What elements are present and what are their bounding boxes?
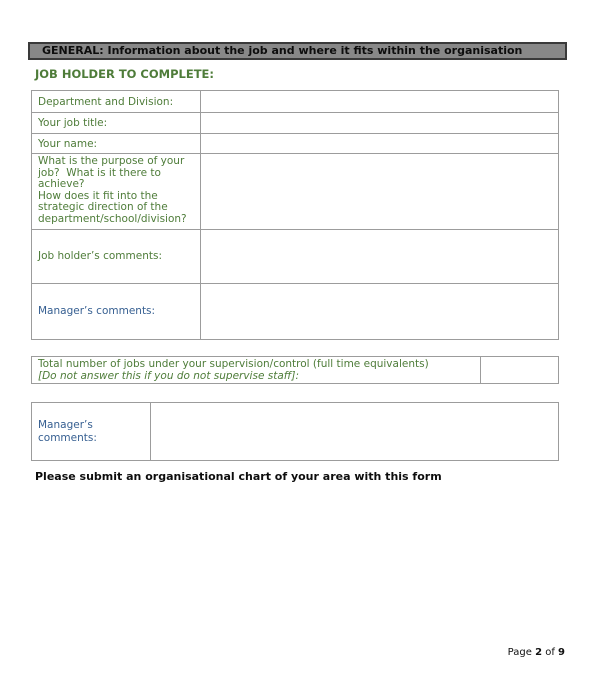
- job-title-input-cell[interactable]: [201, 113, 559, 134]
- page-number: [508, 647, 565, 658]
- submit-org-chart-note: Please submit an organisational chart of your area with this form: [35, 470, 442, 483]
- department-division-input-cell[interactable]: [201, 91, 559, 113]
- table-row: [32, 403, 559, 461]
- supervision-count-table: [31, 356, 559, 384]
- supervision-count-line1: Total number of jobs under your supervision/control (full time equivalents): [38, 358, 429, 370]
- supervision-count-input-cell[interactable]: [481, 357, 559, 384]
- page-number-prefix: Page: [507, 647, 536, 658]
- job-title-label: Your job title:: [32, 113, 201, 134]
- page-number-separator: of: [542, 647, 559, 658]
- job-holder-comments-label: Job holder’s comments:: [32, 229, 201, 283]
- table-row: [32, 154, 559, 230]
- department-division-label: Department and Division:: [32, 91, 201, 113]
- table-row: [32, 229, 559, 283]
- job-holder-table: [31, 90, 559, 340]
- job-purpose-line1: What is the purpose of your job? What is it there to achieve?: [38, 155, 188, 191]
- table-row: [32, 357, 559, 384]
- manager-comments-table: [31, 402, 559, 461]
- your-name-label: Your name:: [32, 134, 201, 154]
- section-heading: JOB HOLDER TO COMPLETE:: [35, 67, 215, 81]
- job-holder-comments-input-cell[interactable]: [201, 229, 559, 283]
- page-number-current: 2: [535, 647, 543, 658]
- manager-comments-2-label: Manager’s comments:: [32, 403, 151, 461]
- table-row: [32, 134, 559, 154]
- job-purpose-input-cell[interactable]: [201, 154, 559, 230]
- table-row: [32, 113, 559, 134]
- job-purpose-label: [32, 154, 201, 230]
- manager-comments-input-cell[interactable]: [201, 283, 559, 339]
- page-number-total: 9: [558, 647, 565, 658]
- manager-comments-label: Manager’s comments:: [32, 283, 201, 339]
- table-row: [32, 283, 559, 339]
- section-title-bar: GENERAL: Information about the job and where it fits within the organisation: [28, 42, 567, 60]
- manager-comments-2-input-cell[interactable]: [151, 403, 559, 461]
- supervision-count-note: [Do not answer this if you do not supervise staff]:: [38, 370, 299, 382]
- job-purpose-line2: How does it fit into the strategic direction of the department/school/division?: [38, 189, 187, 225]
- supervision-count-label: [32, 357, 481, 384]
- table-row: [32, 91, 559, 113]
- your-name-input-cell[interactable]: [201, 134, 559, 154]
